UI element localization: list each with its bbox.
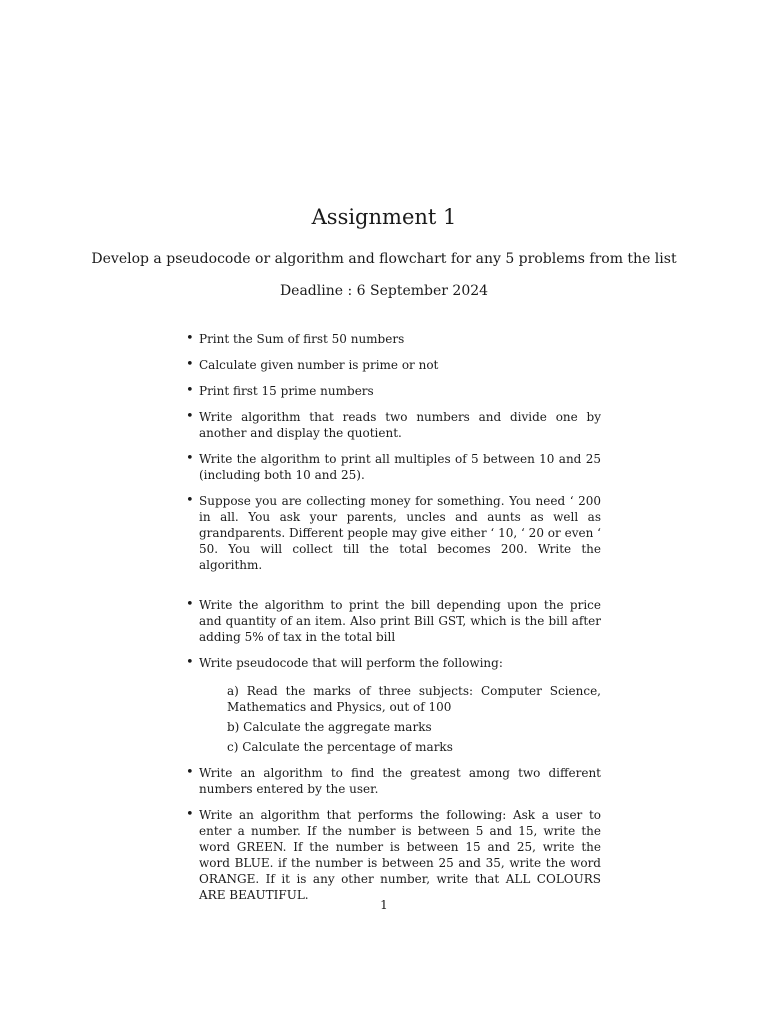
list-item: • Write algorithm that reads two numbers and divide one by another and display the quotient. (199, 409, 601, 441)
pseudocode-sub-list (227, 683, 601, 755)
page-title: Assignment 1 (311, 205, 457, 229)
list-item: • Calculate given number is prime or not (199, 357, 601, 373)
list-item-pseudocode (199, 655, 601, 755)
list-item-text: Write pseudocode that will perform the following: (199, 656, 503, 670)
list-item: • Suppose you are collecting money for something. You need ‘ 200 in all. You ask your parents, uncles and aunts as well as grandparents. Different people may give either ‘ 10, ‘ 20 or even ‘ 50. You will collect till the total becomes 200. Write the algorithm. (199, 493, 601, 573)
list-item: • Write an algorithm to find the greatest among two different numbers entered by the user. (199, 765, 601, 797)
sub-list-item: b) Calculate the aggregate marks (227, 720, 432, 734)
list-item: • Print the Sum of first 50 numbers (199, 331, 601, 347)
list-item: • Write the algorithm to print all multiples of 5 between 10 and 25 (including both 10 and 25). (199, 451, 601, 483)
list-item: • Write the algorithm to print the bill depending upon the price and quantity of an item. Also print Bill GST, which is the bill after adding 5% of tax in the total bill (199, 597, 601, 645)
list-item: • Print first 15 prime numbers (199, 383, 601, 399)
deadline-text: Deadline : 6 September 2024 (279, 283, 489, 299)
page-number: 1 (380, 898, 388, 912)
list-item: • Write an algorithm that performs the following: Ask a user to enter a number. If the number is between 5 and 15, write the word GREEN. If the number is between 15 and 25, write the word BLUE. if the number is between 25 and 35, write the word ORANGE. If it is any other number, write that ALL COLOURS ARE BEAUTIFUL. (199, 807, 601, 903)
assignment-instructions: Develop a pseudocode or algorithm and flowchart for any 5 problems from the list (91, 251, 677, 267)
sub-list-item: c) Calculate the percentage of marks (227, 740, 453, 754)
sub-list-item: a) Read the marks of three subjects: Computer Science, Mathematics and Physics, out of 100 (227, 684, 601, 714)
problem-list (199, 331, 601, 913)
